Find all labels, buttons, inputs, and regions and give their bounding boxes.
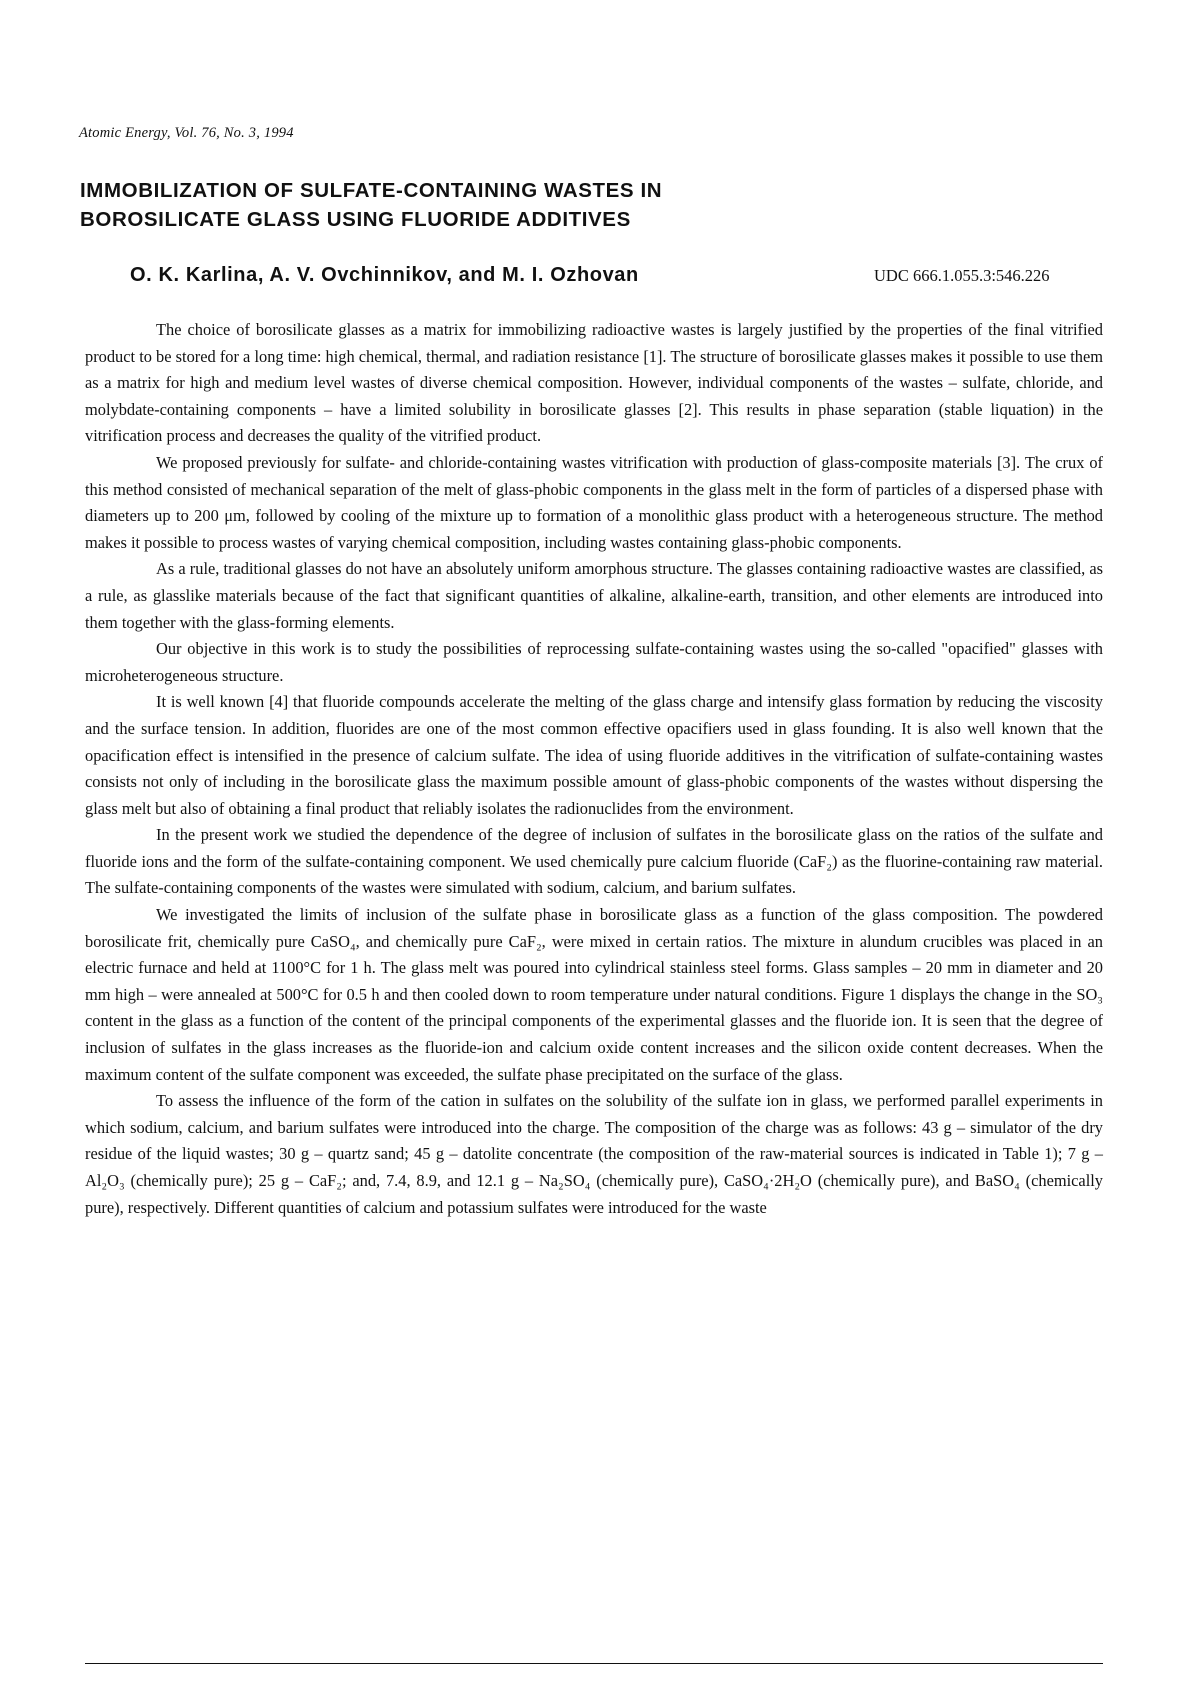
body-paragraph: The choice of borosilicate glasses as a matrix for immobilizing radioactive wastes is largely justified by the properties of the final vitrified product to be stored for a long time: high chemical, thermal, and radiation resistance [1]. The structure of borosilicate glasses makes it possible to use them as a matrix for high and medium level wastes of diverse chemical composition. However, individual components of the wastes – sulfate, chloride, and molybdate-containing components – have a limited solubility in borosilicate glasses [2]. This results in phase separation (stable liquation) in the vitrification process and decreases the quality of the vitrified product. bbox=[85, 320, 1103, 446]
body-paragraph: As a rule, traditional glasses do not have an absolutely uniform amorphous structure. The glasses containing radioactive wastes are classified, as a rule, as glasslike materials because of the fact that significant quantities of alkaline, alkaline-earth, transition, and other elements are introduced into them together with the glass-forming elements. bbox=[85, 559, 1103, 632]
body-paragraph: Our objective in this work is to study the possibilities of reprocessing sulfate-containing wastes using the so-called "opacified" glasses with microheterogeneous structure. bbox=[85, 639, 1103, 685]
body-paragraph: We proposed previously for sulfate- and chloride-containing wastes vitrification with production of glass-composite materials [3]. The crux of this method consisted of mechanical separation of the melt of glass-phobic components in the glass melt in the form of particles of a dispersed phase with diameters up to 200 μm, followed by cooling of the mixture up to formation of a monolithic glass product with a heterogeneous structure. The method makes it possible to process wastes of varying chemical composition, including wastes containing glass-phobic components. bbox=[85, 452, 1103, 552]
title-line: IMMOBILIZATION OF SULFATE-CONTAINING WASTES IN bbox=[80, 179, 663, 202]
author-list: O. K. Karlina, A. V. Ovchinnikov, and M. I. Ozhovan bbox=[130, 264, 639, 286]
journal-citation: Atomic Energy, Vol. 76, No. 3, 1994 bbox=[79, 125, 294, 141]
udc-code: UDC 666.1.055.3:546.226 bbox=[874, 266, 1050, 285]
article-title bbox=[80, 176, 980, 234]
body-paragraph: To assess the influence of the form of the cation in sulfates on the solubility of the sulfate ion in glass, we performed parallel experiments in which sodium, calcium, and barium sulfates were introduced into the charge. The composition of the charge was as follows: 43 g – simulator of the dry residue of the liquid wastes; 30 g – quartz sand; 45 g – datolite concentrate (the composition of the raw-material sources is indicated in Table 1); 7 g – Al₂O₃ (chemically pure); 25 g – CaF₂; and, 7.4, 8.9, and 12.1 g – Na₂SO₄ (chemically pure), CaSO₄·2H₂O (chemically pure), and BaSO₄ (chemically pure), respectively. Different quantities of calcium and potassium sulfates were introduced for the waste bbox=[85, 1091, 1103, 1217]
title-line: BOROSILICATE GLASS USING FLUORIDE ADDITIVES bbox=[80, 208, 631, 231]
article-body bbox=[85, 317, 1103, 1221]
footnote-divider bbox=[85, 1663, 1103, 1664]
body-paragraph: In the present work we studied the dependence of the degree of inclusion of sulfates in the borosilicate glass on the ratios of the sulfate and fluoride ions and the form of the sulfate-containing component. We used chemically pure calcium fluoride (CaF₂) as the fluorine-containing raw material. The sulfate-containing components of the wastes were simulated with sodium, calcium, and barium sulfates. bbox=[85, 825, 1103, 898]
body-paragraph: We investigated the limits of inclusion of the sulfate phase in borosilicate glass as a function of the glass composition. The powdered borosilicate frit, chemically pure CaSO₄, and chemically pure CaF₂, were mixed in certain ratios. The mixture in alundum crucibles was placed in an electric furnace and held at 1100°C for 1 h. The glass melt was poured into cylindrical stainless steel forms. Glass samples – 20 mm in diameter and 20 mm high – were annealed at 500°C for 0.5 h and then cooled down to room temperature under natural conditions. Figure 1 displays the change in the SO₃ content in the glass as a function of the content of the principal components of the experimental glasses and the fluoride ion. It is seen that the degree of inclusion of sulfates in the glass increases as the fluoride-ion and calcium oxide content increases and the silicon oxide content decreases. When the maximum content of the sulfate component was exceeded, the sulfate phase precipitated on the surface of the glass. bbox=[85, 905, 1103, 1084]
body-paragraph: It is well known [4] that fluoride compounds accelerate the melting of the glass charge and intensify glass formation by reducing the viscosity and the surface tension. In addition, fluorides are one of the most common effective opacifiers used in glass founding. It is also well known that the opacification effect is intensified in the presence of calcium sulfate. The idea of using fluoride additives in the vitrification of sulfate-containing wastes consists not only of including in the borosilicate glass the maximum possible amount of glass-phobic components of the wastes without dispersing the glass melt but also of obtaining a final product that reliably isolates the radionuclides from the environment. bbox=[85, 692, 1103, 818]
